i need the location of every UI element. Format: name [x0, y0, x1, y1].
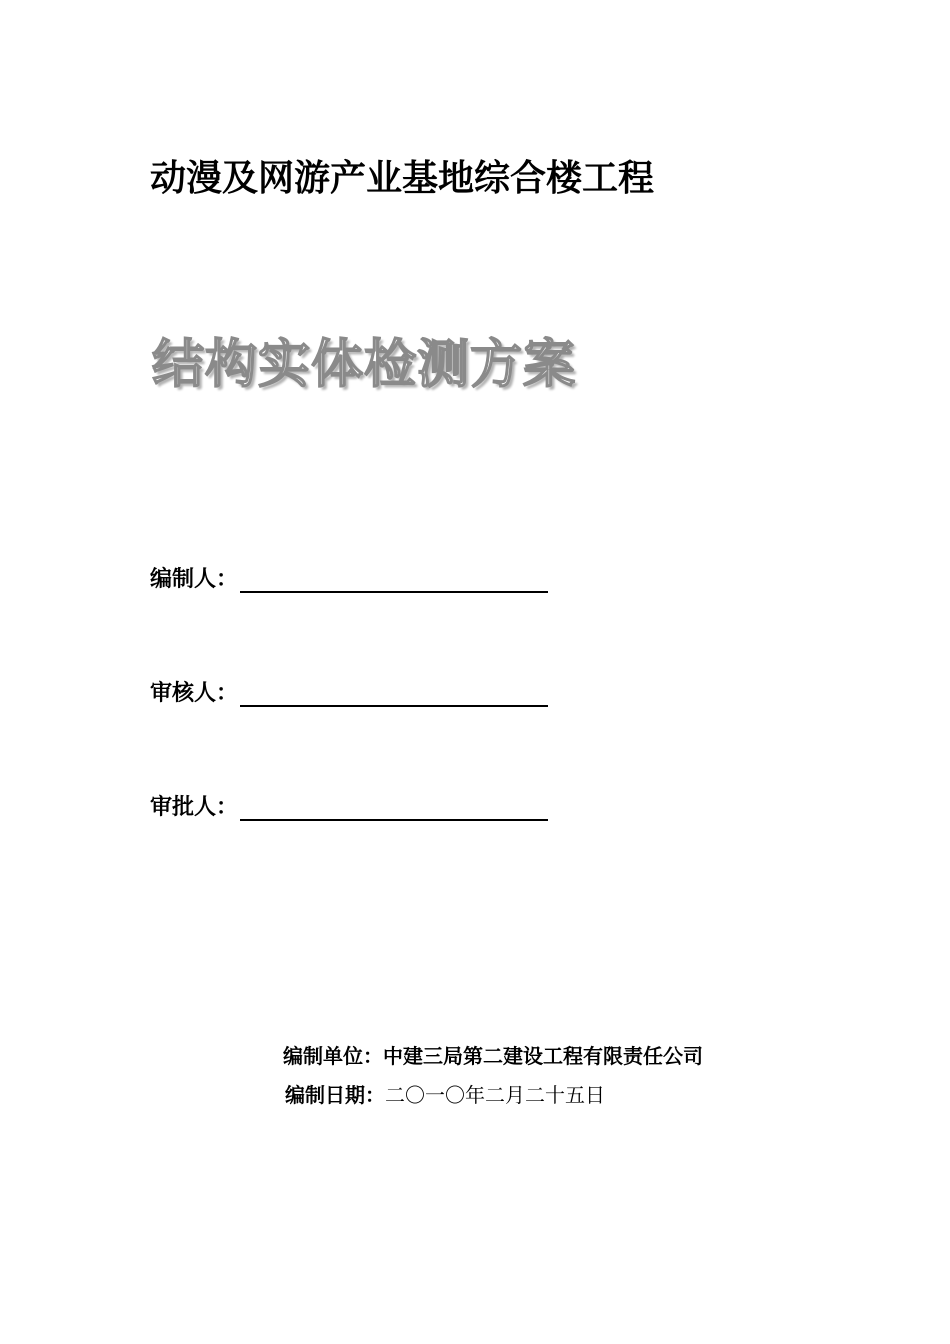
signature-row-reviewer [150, 676, 548, 707]
document-title: 结构实体检测方案 [152, 334, 577, 395]
footer-unit-label: 编制单位： [283, 1044, 383, 1068]
footer-date-label: 编制日期： [285, 1083, 385, 1107]
signature-label-reviewer: 审核人： [150, 680, 239, 706]
signature-label-compiler: 编制人： [150, 566, 239, 592]
signature-line-approver [240, 797, 548, 821]
signature-line-compiler [240, 569, 548, 593]
project-name: 动漫及网游产业基地综合楼工程 [150, 157, 655, 199]
signature-row-compiler [150, 562, 548, 593]
footer-unit [283, 1040, 703, 1069]
footer-unit-value: 中建三局第二建设工程有限责任公司 [383, 1044, 703, 1068]
footer-date-value: 二〇一〇年二月二十五日 [385, 1083, 605, 1107]
signature-label-approver: 审批人： [150, 794, 239, 820]
signature-row-approver [150, 790, 548, 821]
footer-date [285, 1079, 605, 1108]
signature-line-reviewer [240, 683, 548, 707]
